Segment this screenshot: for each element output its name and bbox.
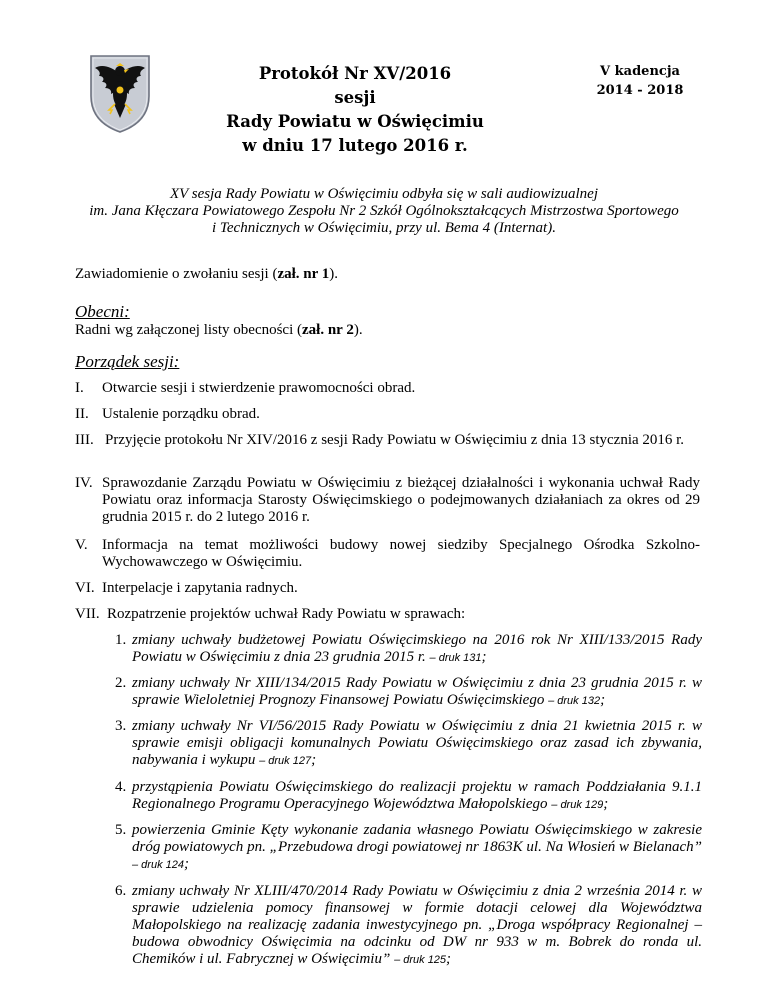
agenda-item-number: II. — [75, 406, 89, 422]
subitem-number: 5. — [115, 822, 127, 838]
agenda-item — [75, 432, 700, 449]
agenda-item — [75, 580, 700, 597]
agenda-item-number: IV. — [75, 475, 93, 491]
county-crest-icon — [87, 52, 153, 134]
agenda-item-number: I. — [75, 380, 84, 396]
agenda-item-text: Rozpatrzenie projektów uchwał Rady Powiatu w sprawach: — [107, 606, 466, 622]
subitem-end: ; — [311, 752, 317, 768]
subitem-text: przystąpienia Powiatu Oświęcimskiego do realizacji projektu w ramach Poddziałania 9.1.1 Regionalnego Programu Operacyjnego Województwa Małopolskiego — [132, 779, 702, 812]
agenda-item-text: Przyjęcie protokołu Nr XIV/2016 z sesji Rady Powiatu w Oświęcimiu z dnia 13 stycznia 2016 r. — [105, 432, 685, 448]
resolution-subitem — [115, 883, 702, 969]
subitem-number: 2. — [115, 675, 127, 691]
agenda-item-text: Interpelacje i zapytania radnych. — [102, 580, 298, 596]
agenda-item-number: III. — [75, 432, 94, 448]
subitem-text: zmiany uchwały Nr XIII/134/2015 Rady Powiatu w Oświęcimiu z dnia 23 grudnia 2015 r. w sprawie Wieloletniej Prognozy Finansowej Powiatu Oświęcimskiego — [132, 675, 702, 708]
print-ref: – druk 127 — [259, 755, 312, 767]
agenda-item-number: V. — [75, 537, 88, 553]
print-ref: – druk 132 — [548, 695, 601, 707]
subitem-end: ; — [446, 951, 452, 967]
print-ref: – druk 124 — [132, 859, 184, 871]
resolution-subitem — [115, 632, 702, 667]
subitem-text: zmiany uchwały budżetowej Powiatu Oświęcimskiego na 2016 rok Nr XIII/133/2015 Rady Powiatu w Oświęcimiu z dnia 23 grudnia 2015 r. — [132, 632, 702, 665]
subitem-number: 6. — [115, 883, 127, 899]
intro-line-3: i Technicznych w Oświęcimiu, przy ul. Bema 4 (Internat). — [212, 220, 556, 236]
subitem-end: ; — [183, 856, 189, 872]
present-end: ). — [353, 322, 363, 338]
agenda-heading: Porządek sesji: — [75, 352, 180, 371]
title-line-3: Rady Powiatu w Oświęcimiu — [226, 112, 484, 131]
present-attachment-ref: zał. nr 2 — [302, 322, 354, 338]
notice-end: ). — [329, 266, 339, 282]
agenda-item-number: VII. — [75, 606, 100, 622]
agenda-item-text: Informacja na temat możliwości budowy nowej siedziby Specjalnego Ośrodka Szkolno-Wychowawczego w Oświęcimiu. — [102, 537, 700, 570]
subitem-number: 3. — [115, 718, 127, 734]
resolution-subitem — [115, 675, 702, 710]
resolution-subitem — [115, 718, 702, 770]
title-line-4: w dniu 17 lutego 2016 r. — [242, 136, 468, 155]
subitem-number: 1. — [115, 632, 127, 648]
notice-text: Zawiadomienie o zwołaniu sesji ( — [75, 266, 278, 282]
resolution-subitem — [115, 822, 702, 874]
present-text: Radni wg załączonej listy obecności ( — [75, 322, 303, 338]
notice-attachment-ref: zał. nr 1 — [277, 266, 330, 282]
subitem-text: powierzenia Gminie Kęty wykonanie zadania własnego Powiatu Oświęcimskiego w zakresie dróg powiatowych pn. „Przebudowa drogi powiatowej nr 1863K ul. Na Włosień w Bielanach” — [132, 822, 702, 855]
title-line-1: Protokół Nr XV/2016 — [258, 64, 452, 83]
term-label: V kadencja — [600, 64, 680, 79]
agenda-item-text: Sprawozdanie Zarządu Powiatu w Oświęcimiu z bieżącej działalności i wykonania uchwał Rady Powiatu oraz informacja Starosty Oświęcimskiego o podejmowanych działaniach za okres od 29 grudnia 2015 r. do 2 lutego 2016 r. — [102, 475, 700, 525]
resolution-subitem — [115, 779, 702, 814]
intro-line-1: XV sesja Rady Powiatu w Oświęcimiu odbyła się w sali audiowizualnej — [169, 186, 599, 202]
intro-line-2: im. Jana Kłęczara Powiatowego Zespołu Nr 2 Szkół Ogólnokształcących Mistrzostwa Sportowego — [89, 203, 679, 219]
agenda-item-text: Otwarcie sesji i stwierdzenie prawomocności obrad. — [102, 380, 416, 396]
term-years: 2014 - 2018 — [596, 83, 684, 98]
protocol-title — [200, 62, 510, 158]
subitem-text: zmiany uchwały Nr VI/56/2015 Rady Powiatu w Oświęcimiu z dnia 21 kwietnia 2015 r. w sprawie emisji obligacji komunalnych Powiatu Oświęcimskiego oraz zasad ich zbywania, nabywania i wykupu — [132, 718, 702, 768]
present-line — [75, 322, 363, 339]
session-intro — [60, 186, 708, 237]
title-line-2: sesji — [334, 88, 376, 107]
print-ref: – druk 125 — [394, 954, 447, 966]
agenda-item — [75, 406, 700, 423]
subitem-number: 4. — [115, 779, 127, 795]
present-heading: Obecni: — [75, 302, 130, 321]
term-block — [575, 62, 705, 100]
print-ref: – druk 129 — [551, 799, 604, 811]
agenda-item — [75, 537, 700, 571]
subitem-end: ; — [481, 649, 487, 665]
agenda-item — [75, 475, 700, 526]
subitem-text: zmiany uchwały Nr XLIII/470/2014 Rady Powiatu w Oświęcimiu z dnia 2 września 2014 r. w sprawie udzielenia pomocy finansowej w formie dotacji celowej dla Województwa Małopolskiego na realizację zadania inwestycyjnego pn. „Droga współpracy Regionalnej – budowa obwodnicy Oświęcimia na odcinku od DW nr 933 w m. Bobrek do ronda ul. Chemików i ul. Fabrycznej w Oświęcimiu” — [132, 883, 702, 967]
print-ref: – druk 131 — [429, 652, 482, 664]
subitem-end: ; — [600, 692, 606, 708]
agenda-item-number: VI. — [75, 580, 95, 596]
agenda-item — [75, 380, 700, 397]
agenda-item-text: Ustalenie porządku obrad. — [102, 406, 260, 422]
session-notice — [75, 266, 338, 283]
subitem-end: ; — [603, 796, 609, 812]
agenda-item — [75, 606, 700, 623]
